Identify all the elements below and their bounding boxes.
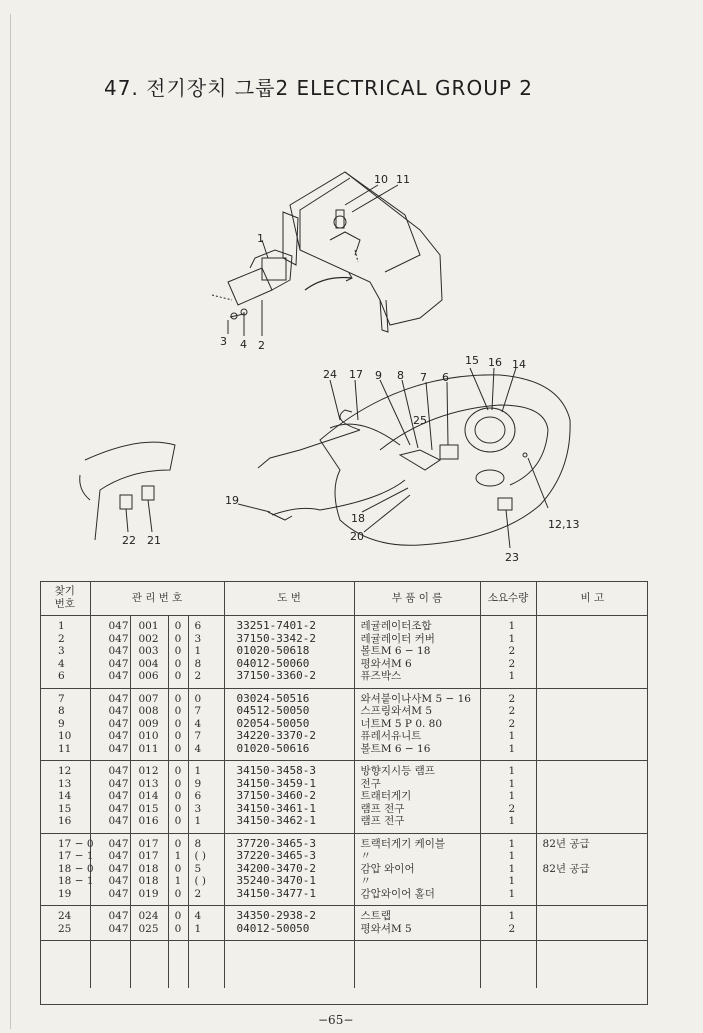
cell-line: 1 <box>194 765 202 777</box>
cell-empty <box>130 941 168 989</box>
cell-line: 19 <box>58 887 72 900</box>
cell-line: 006 <box>138 670 159 682</box>
cell-line: 스프링와셔M 5 <box>360 705 433 717</box>
cell-line: 047 <box>108 620 129 632</box>
cell-line: 16 <box>58 815 72 827</box>
cell-line <box>537 705 649 718</box>
cell-line: 008 <box>138 705 159 717</box>
cell-line: 047 <box>108 815 129 827</box>
cell-a <box>90 761 130 834</box>
cell-line: 047 <box>108 922 129 935</box>
cell-line: 0 <box>174 862 182 875</box>
cell-line: 레귤레이터조합 <box>360 620 432 632</box>
page-number: −65− <box>318 1013 354 1027</box>
cell-line: 011 <box>138 742 159 755</box>
callout-15: 15 <box>465 354 479 367</box>
cell-line: 010 <box>138 730 159 742</box>
cell-line: 34220-3370-2 <box>236 729 317 742</box>
cell-line: 볼트M 6 − 16 <box>360 742 431 755</box>
callout-22: 22 <box>122 534 136 547</box>
cell-line: 1 <box>508 850 516 862</box>
cell-line: 019 <box>138 887 159 900</box>
cell-line <box>537 670 649 683</box>
cell-a <box>90 616 130 689</box>
table-row-group <box>40 688 648 761</box>
cell-line: 015 <box>138 802 159 815</box>
cell-line <box>537 693 649 706</box>
cell-line: 1 <box>174 875 182 887</box>
cell-line: 047 <box>108 730 129 742</box>
cell-line: 4 <box>58 657 65 670</box>
page-title: 47. 전기장치 그룹2 ELECTRICAL GROUP 2 <box>104 76 533 100</box>
cell-line: 35240-3470-1 <box>236 874 317 887</box>
cell-empty <box>90 941 130 989</box>
cell-line <box>537 923 649 936</box>
cell-name <box>354 906 480 941</box>
cell-line <box>537 645 649 658</box>
cell-line: 03024-50516 <box>236 691 310 705</box>
cell-qty <box>480 906 536 941</box>
cell-a <box>90 833 130 906</box>
cell-line: 33251-7401-2 <box>236 619 317 632</box>
cell-line: 025 <box>138 922 159 935</box>
cell-line: 0 <box>174 620 182 632</box>
cell-d <box>188 688 224 761</box>
cell-line: 018 <box>138 862 159 875</box>
cell-c <box>168 616 188 689</box>
cell-line: 047 <box>108 887 129 900</box>
callout-19: 19 <box>225 494 239 507</box>
cell-line: 02054-50050 <box>236 716 310 730</box>
cell-line: 2 <box>194 670 202 682</box>
cell-line: 1 <box>508 790 516 802</box>
cell-line: 트래터게기 <box>360 790 412 802</box>
header-remark: 비 고 <box>536 581 648 616</box>
cell-remark <box>536 833 648 906</box>
cell-d <box>188 906 224 941</box>
callout-18: 18 <box>351 512 365 525</box>
cell-line: 감압와이어 홀더 <box>360 887 435 900</box>
cell-line: 너트M 5 P 0. 80 <box>360 717 443 730</box>
cell-line: 퓨즈박스 <box>360 670 402 682</box>
cell-line <box>537 778 649 791</box>
cell-line: 047 <box>108 802 129 815</box>
cell-line: 0 <box>174 657 182 670</box>
cell-line: 평와셔M 6 <box>360 657 412 670</box>
cell-line: 13 <box>58 777 72 790</box>
callout-25: 25 <box>413 414 427 427</box>
cell-line <box>537 620 649 633</box>
callout-23: 23 <box>505 551 519 564</box>
cell-line: 9 <box>58 717 65 730</box>
cell-line: 1 <box>508 670 516 682</box>
cell-empty <box>168 941 188 989</box>
cell-line: 002 <box>138 632 159 645</box>
cell-line: 2 <box>58 632 65 645</box>
cell-line: 34150-3477-1 <box>236 886 317 900</box>
cell-line: 1 <box>508 730 516 742</box>
cell-line: 37720-3465-3 <box>236 836 317 850</box>
cell-d <box>188 616 224 689</box>
cell-b <box>130 616 168 689</box>
cell-line: 25 <box>58 922 72 935</box>
cell-line: 047 <box>108 790 129 802</box>
cell-line: 3 <box>194 802 202 815</box>
cell-line: 0 <box>174 790 182 802</box>
callout-11: 11 <box>396 173 410 186</box>
cell-remark <box>536 688 648 761</box>
cell-line: 047 <box>108 717 129 730</box>
cell-line <box>537 765 649 778</box>
cell-line: 램프 전구 <box>360 802 405 815</box>
cell-line: 3 <box>58 645 65 657</box>
cell-c <box>168 833 188 906</box>
cell-line: 001 <box>138 620 159 632</box>
table-row-empty <box>40 941 648 989</box>
cell-line: 8 <box>58 705 65 717</box>
cell-line: 4 <box>194 910 202 922</box>
cell-line: 047 <box>108 777 129 790</box>
cell-qty <box>480 761 536 834</box>
cell-line: 34150-3462-1 <box>236 814 317 827</box>
cell-line: 82년 공급 <box>542 862 590 875</box>
cell-line: 퓨레서유니트 <box>360 730 422 742</box>
cell-line: 7 <box>194 730 202 742</box>
parts-table <box>40 581 648 988</box>
cell-no <box>40 761 90 834</box>
cell-line: 047 <box>108 765 129 777</box>
cell-line: 1 <box>508 742 516 755</box>
cell-line: 0 <box>194 692 202 705</box>
cell-line <box>537 875 649 888</box>
callout-10: 10 <box>374 173 388 186</box>
cell-line: 012 <box>138 765 159 777</box>
cell-line: 2 <box>508 645 516 657</box>
cell-pn <box>224 833 354 906</box>
cell-line: 2 <box>508 802 516 815</box>
cell-line: 9 <box>194 777 202 790</box>
cell-line: 11 <box>58 742 72 755</box>
cell-line: 2 <box>508 922 516 935</box>
cell-line: 009 <box>138 717 159 730</box>
cell-line: 4 <box>194 742 202 755</box>
cell-line: 전구 <box>360 777 381 790</box>
cell-line: 6 <box>58 670 65 682</box>
cell-remark <box>536 761 648 834</box>
cell-line <box>537 790 649 803</box>
cell-c <box>168 761 188 834</box>
cell-line: 047 <box>108 705 129 717</box>
cell-empty <box>480 941 536 989</box>
cell-line: 047 <box>108 742 129 755</box>
cell-line: 15 <box>58 802 72 815</box>
cell-line: 0 <box>174 645 182 657</box>
cell-line: 1 <box>508 620 516 632</box>
cell-line: 0 <box>174 922 182 935</box>
cell-d <box>188 761 224 834</box>
cell-empty <box>536 941 648 989</box>
cell-line: 1 <box>508 862 516 875</box>
cell-line: 004 <box>138 657 159 670</box>
callout-7: 7 <box>420 371 427 384</box>
callout-21: 21 <box>147 534 161 547</box>
cell-line: 047 <box>108 850 129 862</box>
cell-line: 스트랩 <box>360 910 391 922</box>
cell-line: 0 <box>174 670 182 682</box>
cell-line: 2 <box>508 657 516 670</box>
cell-line: 6 <box>194 620 202 632</box>
callout-8: 8 <box>397 369 404 382</box>
cell-line: 와셔붙이나사M 5 − 16 <box>360 692 471 705</box>
cell-line: 0 <box>174 717 182 730</box>
cell-line: 017 <box>138 850 159 862</box>
cell-line: 1 <box>508 875 516 887</box>
cell-line: 5 <box>194 862 202 875</box>
cell-line: 34150-3459-1 <box>236 776 317 790</box>
cell-line: 〃 <box>360 875 372 887</box>
cell-line: 0 <box>174 765 182 777</box>
cell-line: 82년 공급 <box>542 837 590 850</box>
cell-b <box>130 688 168 761</box>
cell-line: 1 <box>508 632 516 645</box>
cell-empty <box>354 941 480 989</box>
table-row-group <box>40 906 648 941</box>
cell-c <box>168 906 188 941</box>
callout-1: 1 <box>257 232 264 245</box>
cell-b <box>130 833 168 906</box>
cell-name <box>354 761 480 834</box>
cell-line: 01020-50618 <box>236 644 310 657</box>
cell-name <box>354 616 480 689</box>
callout-24: 24 <box>323 368 337 381</box>
cell-line: 2 <box>508 717 516 730</box>
cell-line: 003 <box>138 645 159 657</box>
table-header-row <box>40 581 648 616</box>
callout-17: 17 <box>349 368 363 381</box>
header-management-no: 관 리 번 호 <box>90 581 224 616</box>
table-row-group <box>40 616 648 689</box>
cell-line <box>537 658 649 671</box>
callout-3: 3 <box>220 335 227 348</box>
cell-line: 14 <box>58 790 72 802</box>
cell-line: 0 <box>174 730 182 742</box>
cell-line: 024 <box>138 910 159 922</box>
cell-line: 2 <box>508 692 516 705</box>
cell-line: 013 <box>138 777 159 790</box>
cell-line: 0 <box>174 837 182 850</box>
cell-remark <box>536 906 648 941</box>
header-quantity: 소요수량 <box>480 581 536 616</box>
cell-line: 047 <box>108 632 129 645</box>
cell-line: 016 <box>138 815 159 827</box>
cell-line: 047 <box>108 875 129 887</box>
cell-line: 6 <box>194 790 202 802</box>
cell-line: 7 <box>194 705 202 717</box>
regulator-bracket <box>228 268 272 305</box>
header-no: 찾기 번호 <box>40 581 90 616</box>
cell-line <box>537 803 649 816</box>
cell-line: 1 <box>508 837 516 850</box>
cell-a <box>90 906 130 941</box>
cell-line: 047 <box>108 910 129 922</box>
cell-line: 2 <box>194 887 202 900</box>
cell-line: 0 <box>174 887 182 900</box>
cell-line: 007 <box>138 692 159 705</box>
cell-line: 8 <box>194 657 202 670</box>
cell-line: 047 <box>108 657 129 670</box>
cell-name <box>354 833 480 906</box>
cell-line: 34350-2938-2 <box>236 909 317 922</box>
cell-line: 047 <box>108 670 129 682</box>
cell-line: ( ) <box>194 875 207 887</box>
cell-line: 〃 <box>360 850 372 862</box>
cell-line: 17 − 0 <box>58 837 94 850</box>
callout-2: 2 <box>258 339 265 352</box>
header-drawing-no: 도 번 <box>224 581 354 616</box>
cell-line: 018 <box>138 875 159 887</box>
cell-line <box>537 730 649 743</box>
cell-line: 볼트M 6 − 18 <box>360 645 431 657</box>
cell-no <box>40 833 94 906</box>
cell-line <box>537 888 649 901</box>
callout-6: 6 <box>442 371 449 384</box>
cell-line: 8 <box>194 837 202 850</box>
cell-b <box>130 761 168 834</box>
cell-pn <box>224 616 354 689</box>
cell-line: 1 <box>194 645 202 657</box>
cell-line: 34150-3461-1 <box>236 801 317 815</box>
cell-line: 34150-3458-3 <box>236 764 317 777</box>
cell-line: 평와셔M 5 <box>360 922 412 935</box>
cell-line: 1 <box>58 620 65 632</box>
cell-line <box>537 850 649 863</box>
header-part-name: 부 품 이 름 <box>354 581 480 616</box>
cell-line: 1 <box>194 815 202 827</box>
cell-no <box>40 906 90 941</box>
cell-line: 레귤레이터 커버 <box>360 632 435 645</box>
cell-line: 37150-3460-2 <box>236 789 317 802</box>
cell-line: 1 <box>508 887 516 900</box>
cell-line: 37150-3342-2 <box>236 631 317 645</box>
cell-line: 014 <box>138 790 159 802</box>
cell-line: 04512-50050 <box>236 704 310 717</box>
cell-line: 램프 전구 <box>360 815 405 827</box>
callout-12-13: 12,13 <box>548 518 580 531</box>
cell-line: 0 <box>174 910 182 922</box>
callout-4: 4 <box>240 338 247 351</box>
cell-no <box>40 688 90 761</box>
table-row-group <box>40 833 648 906</box>
cell-no <box>40 616 90 689</box>
cell-line: 1 <box>194 922 202 935</box>
cell-line: 7 <box>58 692 65 705</box>
cell-line: 047 <box>108 837 129 850</box>
cell-line: 4 <box>194 717 202 730</box>
callout-16: 16 <box>488 356 502 369</box>
cell-pn <box>224 906 354 941</box>
cell-a <box>90 688 130 761</box>
cell-line: 047 <box>108 692 129 705</box>
left-fender <box>85 442 175 490</box>
cell-line <box>537 743 649 756</box>
cell-pn <box>224 761 354 834</box>
cell-line: 1 <box>508 815 516 827</box>
cell-line: 18 − 1 <box>58 875 94 887</box>
table-body <box>40 616 648 989</box>
cell-line: 04012-50060 <box>236 656 310 670</box>
cell-empty <box>224 941 354 989</box>
cell-d <box>188 833 224 906</box>
cell-line: 0 <box>174 632 182 645</box>
table-row-group <box>40 761 648 834</box>
cell-line: 047 <box>108 862 129 875</box>
cell-line: 1 <box>174 850 182 862</box>
cell-line: 1 <box>508 777 516 790</box>
cell-line: 0 <box>174 705 182 717</box>
cell-line: 0 <box>174 802 182 815</box>
cell-b <box>130 906 168 941</box>
callout-14: 14 <box>512 358 526 371</box>
cell-line: 18 − 0 <box>58 862 94 875</box>
cell-line <box>537 633 649 646</box>
cell-line: 1 <box>508 910 516 922</box>
cell-line: 감압 와이어 <box>360 862 415 875</box>
callout-20: 20 <box>350 530 364 543</box>
cell-c <box>168 688 188 761</box>
cell-name <box>354 688 480 761</box>
cell-line <box>537 718 649 731</box>
cell-line: 2 <box>508 705 516 717</box>
cell-qty <box>480 833 536 906</box>
cell-pn <box>224 688 354 761</box>
cell-line: 12 <box>58 765 72 777</box>
cell-line <box>537 910 649 923</box>
cell-line: 10 <box>58 730 72 742</box>
cell-qty <box>480 688 536 761</box>
cell-line <box>537 815 649 828</box>
cell-line: 1 <box>508 765 516 777</box>
cell-line: 17 − 1 <box>58 850 94 862</box>
cell-line: 3 <box>194 632 202 645</box>
cell-empty <box>40 941 90 989</box>
cell-line: 34200-3470-2 <box>236 861 317 875</box>
cell-line: 017 <box>138 837 159 850</box>
cell-line: 0 <box>174 815 182 827</box>
cell-line: 04012-50050 <box>236 921 310 935</box>
cell-line: 37150-3360-2 <box>236 669 317 682</box>
cell-line: 0 <box>174 742 182 755</box>
fender-housing <box>290 172 442 325</box>
callout-9: 9 <box>375 369 382 382</box>
cell-line: 37220-3465-3 <box>236 849 317 862</box>
cell-empty <box>188 941 224 989</box>
cell-remark <box>536 616 648 689</box>
cell-line: 방향지시등 램프 <box>360 765 435 777</box>
cell-line: ( ) <box>194 850 207 862</box>
cell-qty <box>480 616 536 689</box>
cell-line: 0 <box>174 777 182 790</box>
cell-line: 0 <box>174 692 182 705</box>
cell-line: 24 <box>58 910 72 922</box>
cell-line: 047 <box>108 645 129 657</box>
cell-line: 트랙터게기 케이블 <box>360 837 446 850</box>
cell-line: 01020-50616 <box>236 741 310 755</box>
